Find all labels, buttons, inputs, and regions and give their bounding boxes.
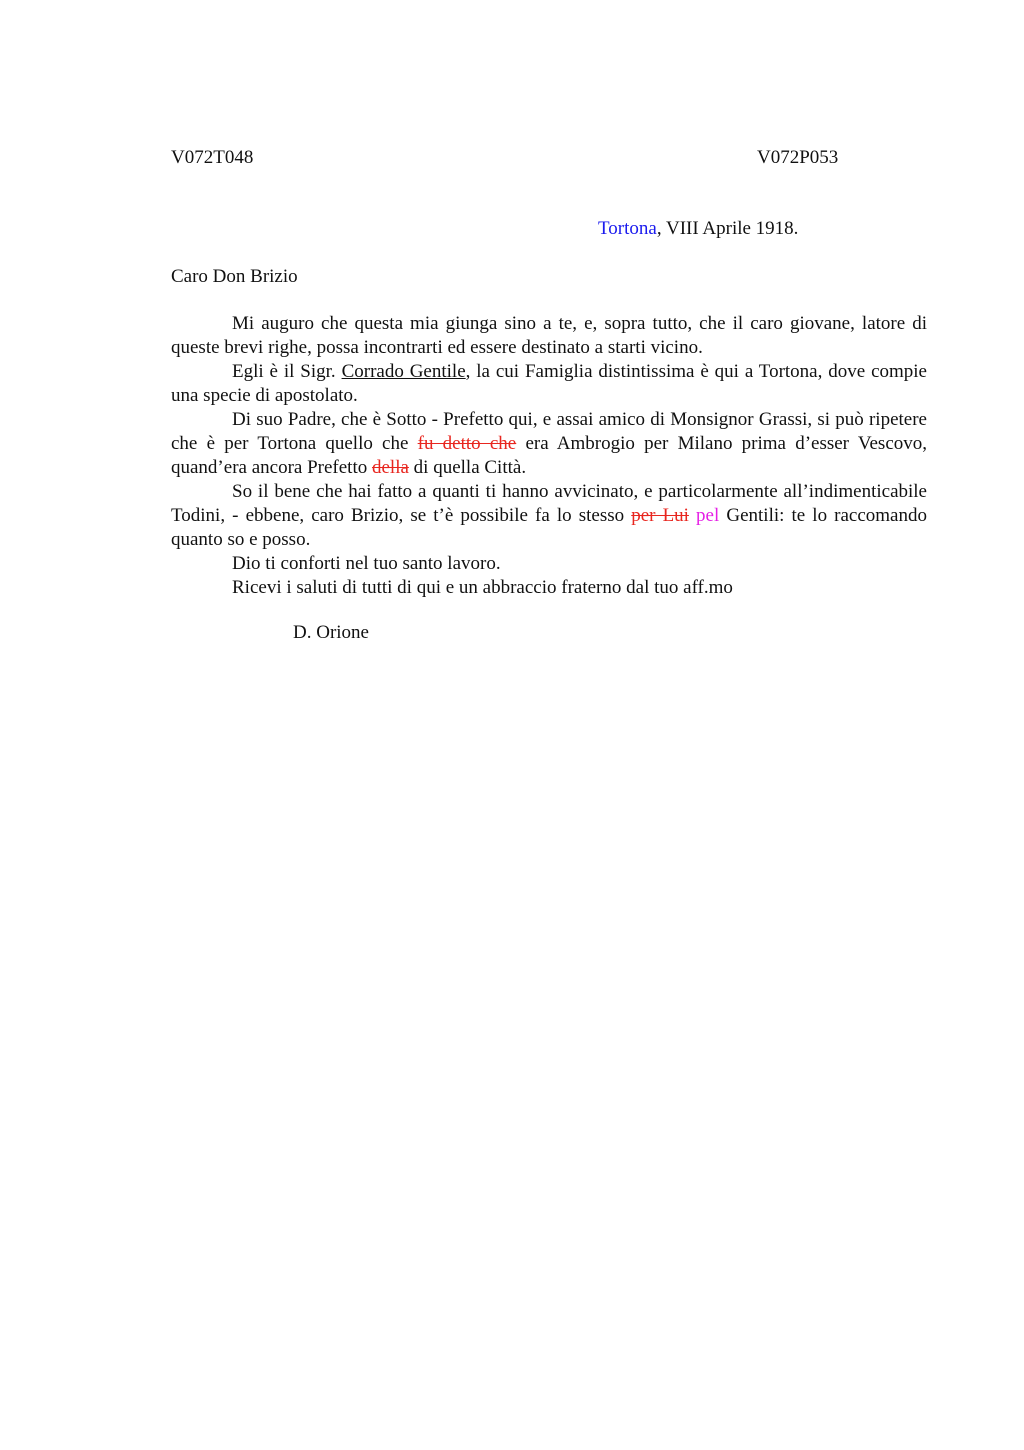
document-code-right: V072P053	[757, 147, 839, 168]
paragraph-1: Mi auguro che questa mia giunga sino a te, e, sopra tutto, che il caro giovane, latore di queste brevi righe, possa incontrarti ed essere destinato a starti vicino.	[171, 313, 927, 358]
paragraph-4-part-b: Gentili: te lo raccomando quanto so e posso.	[171, 505, 927, 550]
deleted-text: fu detto che	[417, 433, 517, 454]
paragraph-6: Ricevi i saluti di tutti di qui e un abbraccio fraterno dal tuo aff.mo	[232, 577, 733, 598]
paragraph-2-after: , la cui Famiglia distintissima è qui a Tortona, dove compie una specie di apostolato.	[171, 361, 927, 406]
paragraph-5: Dio ti conforti nel tuo santo lavoro.	[232, 553, 501, 574]
paragraph-4	[171, 480, 927, 552]
paragraph-3-part-b: era Ambrogio per Milano prima d’esser Vescovo, quand’era ancora Prefetto	[171, 433, 927, 478]
paragraph-4-part-a: So il bene che hai fatto a quanti ti hanno avvicinato, e particolarmente all’indimenticabile Todini, - ebbene, caro Brizio, se t’è possibile fa lo stesso	[171, 481, 927, 526]
salutation: Caro Don Brizio	[171, 266, 298, 287]
paragraph-3-part-c: di quella Città.	[408, 457, 527, 478]
person-name: Corrado Gentile	[341, 361, 466, 382]
deleted-text: per Lui	[631, 505, 689, 526]
paragraph-2	[171, 360, 927, 408]
inserted-text: pel	[696, 505, 720, 526]
letter-body	[171, 312, 927, 600]
signature: D. Orione	[293, 622, 369, 643]
paragraph-3	[171, 408, 927, 480]
dateline-place: Tortona	[598, 218, 657, 239]
dateline-date: , VIII Aprile 1918.	[656, 218, 799, 239]
dateline	[598, 217, 798, 241]
paragraph-2-before: Egli è il Sigr.	[232, 361, 342, 382]
paragraph-3-part-a: Di suo Padre, che è Sotto - Prefetto qui, e assai amico di Monsignor Grassi, si può ripetere che è per Tortona quello che	[171, 409, 927, 454]
deleted-text: della	[371, 457, 409, 478]
document-code-left: V072T048	[171, 147, 254, 168]
